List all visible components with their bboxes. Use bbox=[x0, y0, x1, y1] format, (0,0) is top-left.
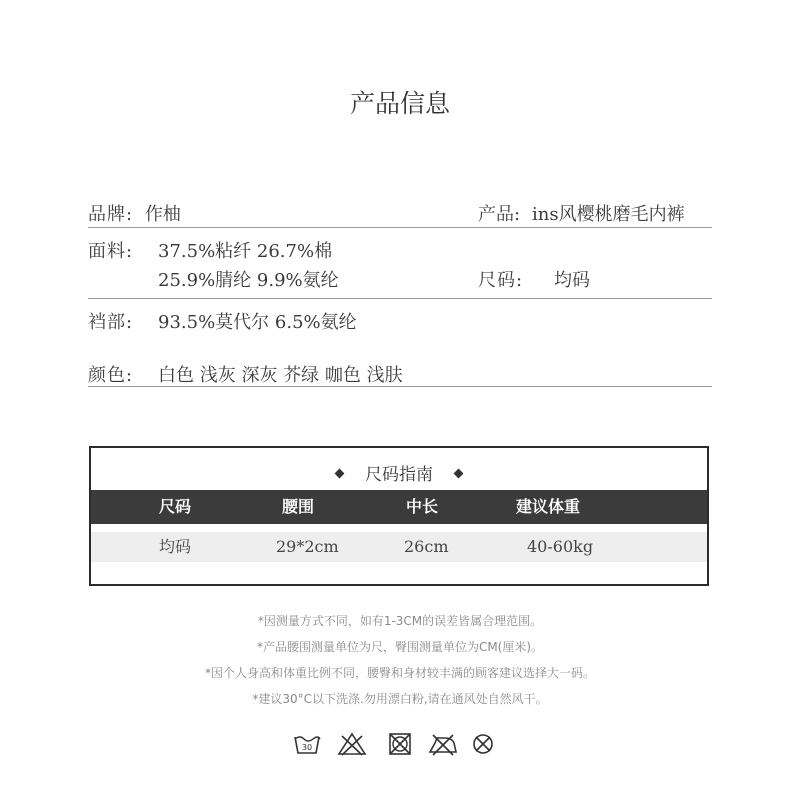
header-weight: 建议体重 bbox=[516, 497, 581, 516]
divider-1 bbox=[88, 227, 712, 228]
product-label: 产品: bbox=[478, 204, 521, 225]
note-1: *因测量方式不同，如有1-3CM的误差皆属合理范围。 bbox=[257, 614, 543, 628]
care-icons bbox=[293, 731, 503, 757]
page-title: 产品信息 bbox=[349, 89, 450, 118]
divider-3 bbox=[88, 386, 712, 387]
size-value: 均码 bbox=[554, 270, 590, 291]
crotch-row bbox=[88, 308, 712, 334]
size-guide-title-text: 尺码指南 bbox=[365, 465, 433, 485]
crotch-label: 裆部: bbox=[88, 312, 134, 333]
table-row bbox=[91, 532, 707, 562]
color-row bbox=[88, 361, 712, 387]
brand-label: 品牌: bbox=[88, 204, 134, 225]
no-tumble-dry-icon bbox=[387, 731, 413, 757]
size-guide-header bbox=[91, 490, 707, 524]
color-label: 颜色: bbox=[88, 365, 134, 386]
wash-30-icon bbox=[293, 731, 321, 757]
fabric-line-1: 37.5%粘纤 26.7%棉 bbox=[158, 241, 333, 262]
size-guide-table bbox=[89, 446, 709, 586]
diamond-icon bbox=[454, 469, 464, 479]
brand-row bbox=[88, 200, 712, 226]
cell-waist: 29*2cm bbox=[276, 537, 339, 556]
svg-text:30: 30 bbox=[301, 743, 313, 752]
divider-2 bbox=[88, 298, 712, 299]
color-value: 白色 浅灰 深灰 芥绿 咖色 浅肤 bbox=[158, 365, 403, 386]
cell-weight: 40-60kg bbox=[527, 537, 594, 556]
diamond-icon bbox=[335, 469, 345, 479]
note-4: *建议30°C以下洗涤.勿用漂白粉,请在通风处自然风干。 bbox=[252, 692, 548, 706]
product-value: ins风樱桃磨毛内裤 bbox=[532, 204, 685, 225]
no-bleach-icon bbox=[337, 731, 367, 757]
brand-value: 作柚 bbox=[144, 204, 181, 225]
size-label: 尺码: bbox=[478, 270, 524, 291]
fabric-label: 面料: bbox=[88, 241, 134, 262]
note-3: *因个人身高和体重比例不同，腰臀和身材较丰满的顾客建议选择大一码。 bbox=[204, 666, 595, 680]
cell-size: 均码 bbox=[159, 537, 192, 556]
fabric-line-2: 25.9%腈纶 9.9%氨纶 bbox=[158, 270, 339, 291]
header-waist: 腰围 bbox=[282, 497, 315, 516]
no-dry-clean-icon bbox=[471, 731, 495, 757]
fabric-row bbox=[88, 237, 712, 263]
note-2: *产品腰围测量单位为尺，臀围测量单位为CM(厘米)。 bbox=[256, 640, 544, 654]
size-guide-title bbox=[91, 460, 707, 485]
header-size: 尺码 bbox=[159, 497, 192, 516]
no-iron-icon bbox=[427, 731, 459, 757]
header-length: 中长 bbox=[406, 497, 439, 516]
cell-length: 26cm bbox=[404, 537, 449, 556]
crotch-value: 93.5%莫代尔 6.5%氨纶 bbox=[158, 312, 357, 333]
